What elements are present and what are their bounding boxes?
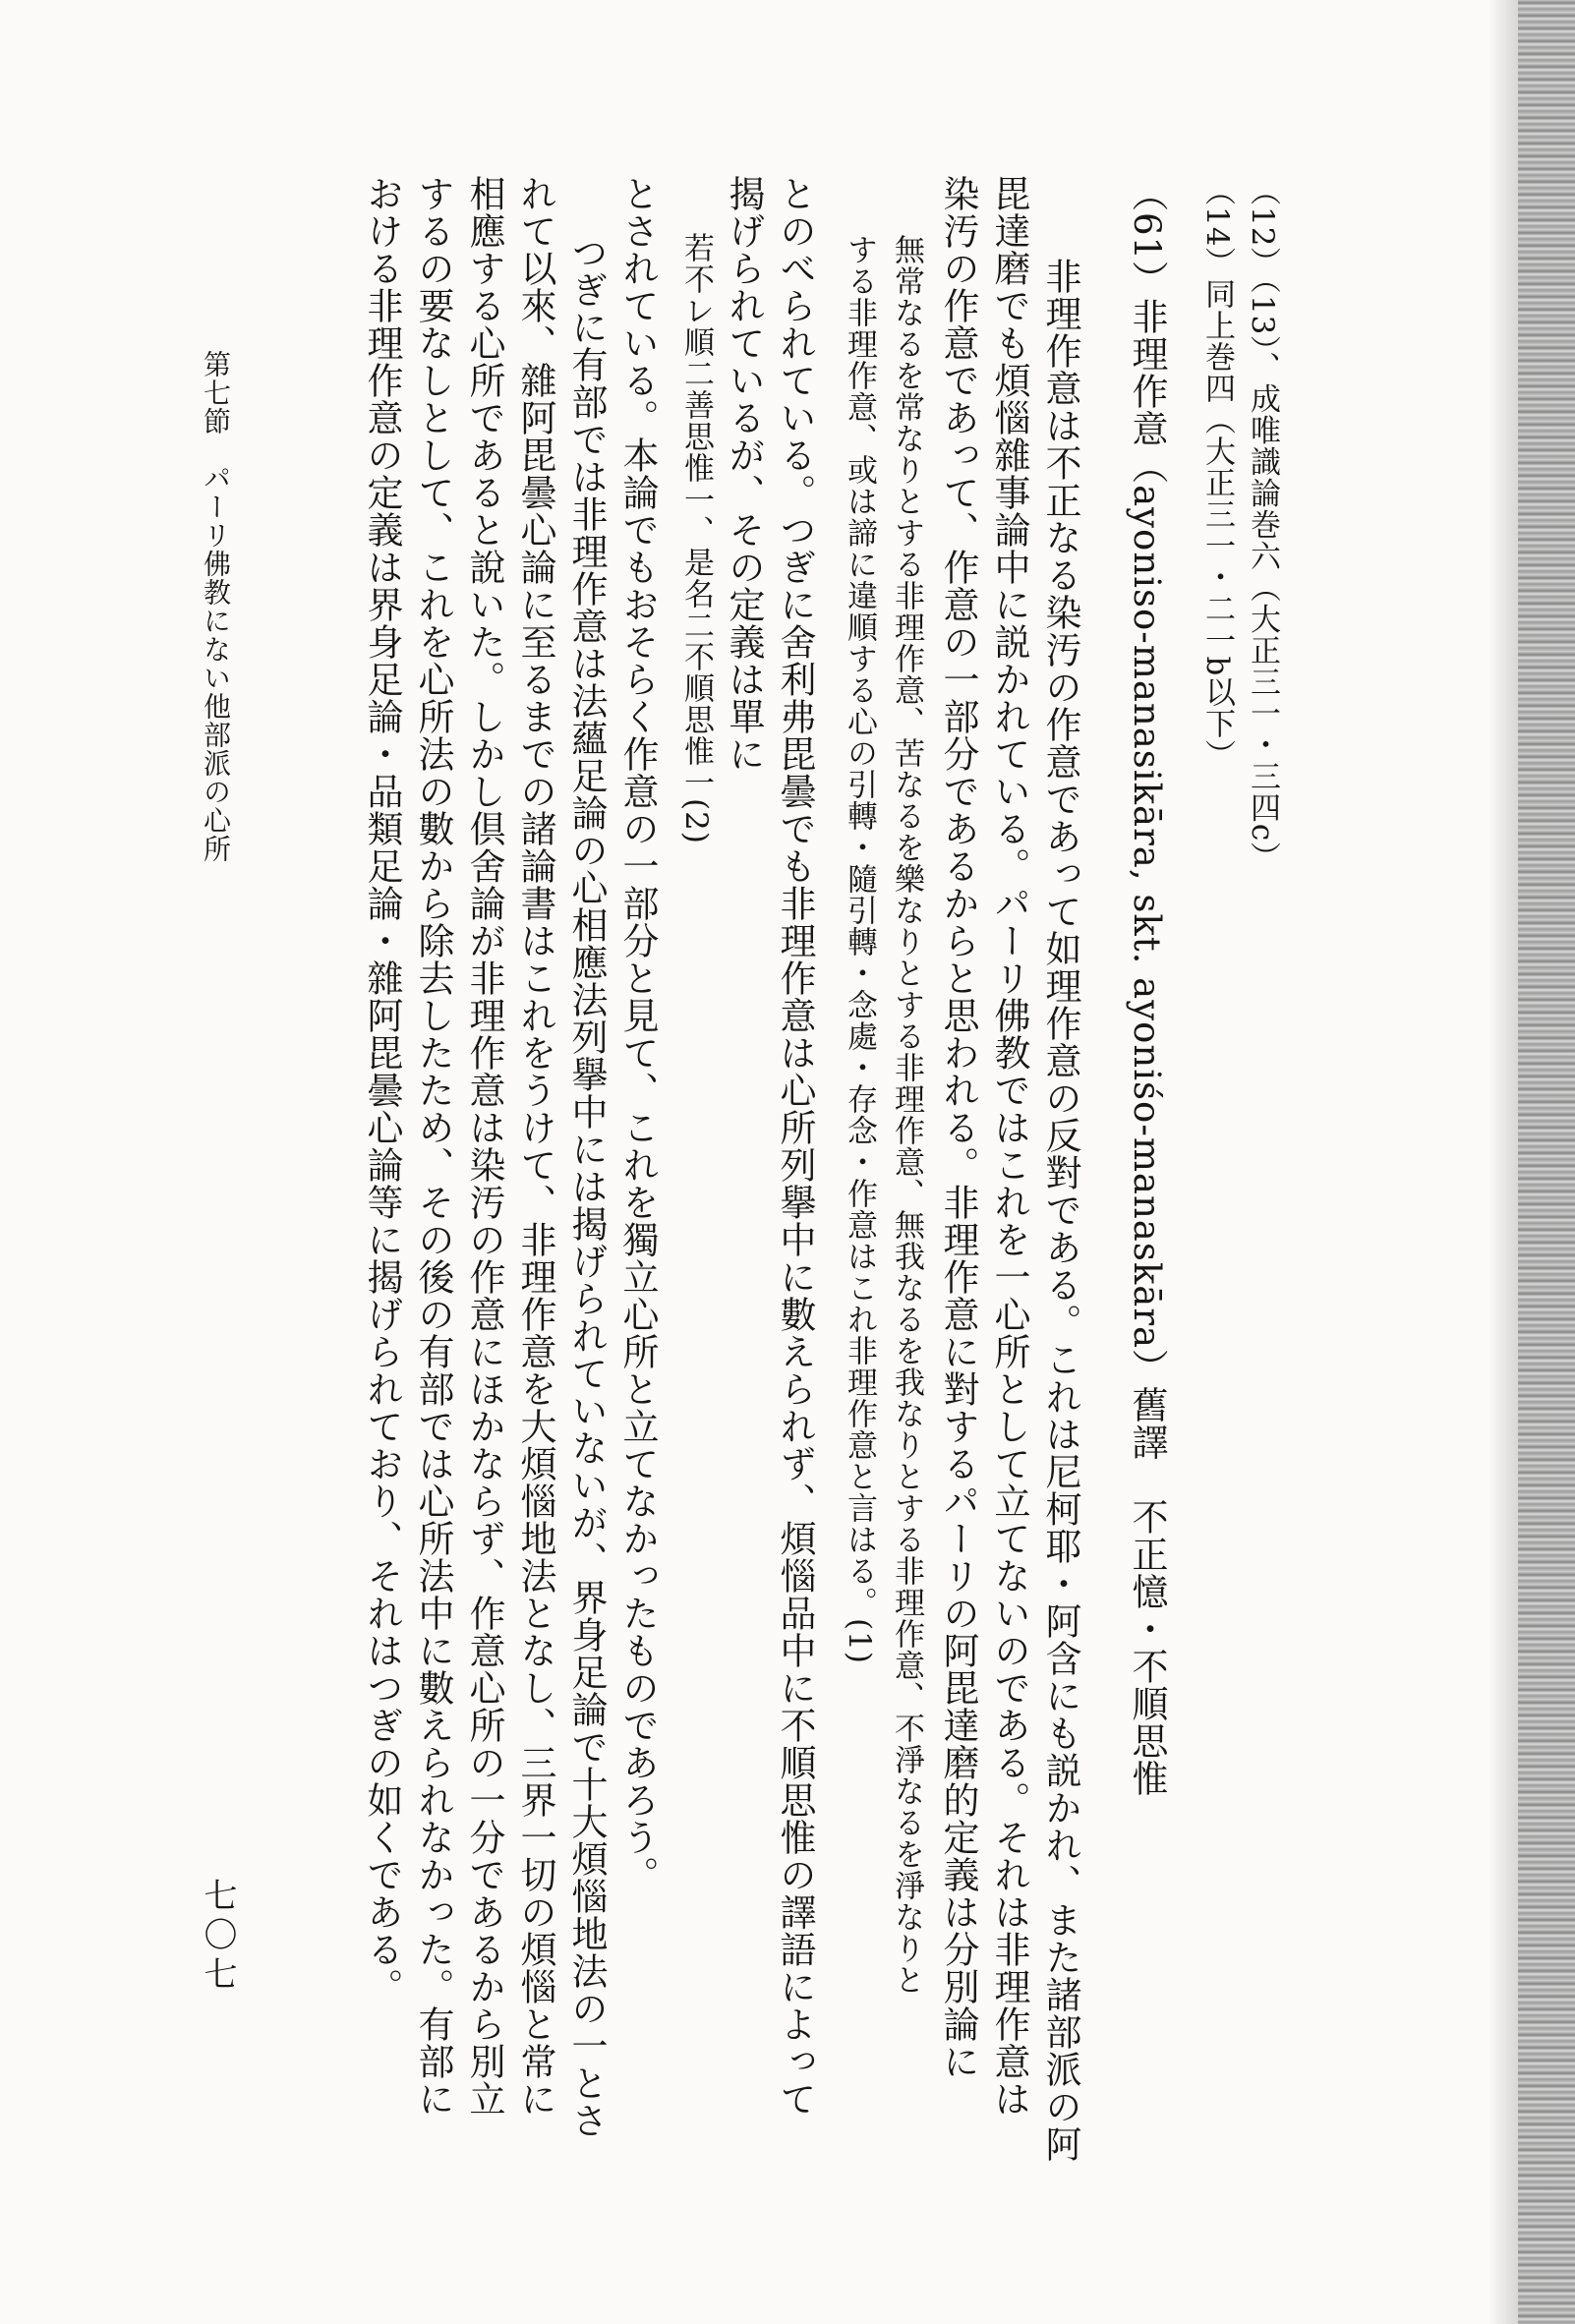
body-column: つぎに有部では非理作意は法蘊足論の心相應法列擧中には揭げられていないが、界身足論で十大煩惱地法の一とさ [565,234,608,2139]
footnote-12-13: （12）（13）、成唯識論巻六（大正三一・三四c） [1245,175,1280,874]
quote-column: 無常なるを常なりとする非理作意、苦なるを樂なりとする非理作意、無我なるを我なりとする非理作意、不淨なるを淨なりと [889,234,924,1996]
body-column: 染汚の作意であって、作意の一部分であるからと思われる。非理作意に對するパーリの阿毘達磨的定義は分別論に [937,175,979,2080]
body-column: 揭げられているが、その定義は單に [723,175,765,773]
body-column: 毘達磨でも煩惱雜事論中に説かれている。パーリ佛教ではこれを一心所として立てないのである。それは非理作意は [988,175,1030,2118]
entry-heading: （61）非理作意（ayoniso-manasikāra, skt. ayoniśo-manaskāra）舊譯 不正憶・不順思惟 [1126,175,1168,1798]
quote-column: する非理作意、或は諦に違順する心の引轉・隨引轉・念處・存念・作意はこれ非理作意と言はる。(1) [842,234,877,1664]
body-column: とされている。本論でもおそらく作意の一部分と見て、これを獨立心所と立てなかったものであろう。 [616,175,659,1893]
page-number: 七〇七 [198,1878,237,1996]
body-column: するの要なしとして、これを心所法の數から除去したため、その後の有部では心所法中に數えられなかった。有部に [412,175,454,2118]
scan-edge [1518,0,1575,2324]
body-column: れて以來、雜阿毘曇心論に至るまでの諸論書はこれをうけて、非理作意を大煩惱地法となし、三界一切の煩惱と常に [514,175,556,2118]
body-column: 非理作意は不正なる染汚の作意であって如理作意の反對である。これは尼柯耶・阿含にも説かれ、また諸部派の阿 [1039,258,1081,2163]
running-header: 第七節 パーリ佛教にない他部派の心所 [200,350,232,863]
footnote-14: （14）同上巻四（大正三一・二一b以下） [1199,175,1235,772]
body-column: 相應する心所であると說いた。しかし倶舍論が非理作意は染汚の作意にほかならず、作意心所の一分であるから別立 [463,175,505,2118]
body-column: おける非理作意の定義は界身足論・品類足論・雜阿毘曇心論等に揭げられており、それはつぎの如くである。 [361,175,403,2005]
scan-shadow [1488,0,1518,2324]
body-column: とのべられている。つぎに舍利弗毘曇でも非理作意は心所列擧中に數えられず、煩惱品中に不順思惟の譯語によって [774,175,816,2118]
quote-column: 若不レ順二善思惟一、是名二不順思惟一(2) [678,232,714,844]
